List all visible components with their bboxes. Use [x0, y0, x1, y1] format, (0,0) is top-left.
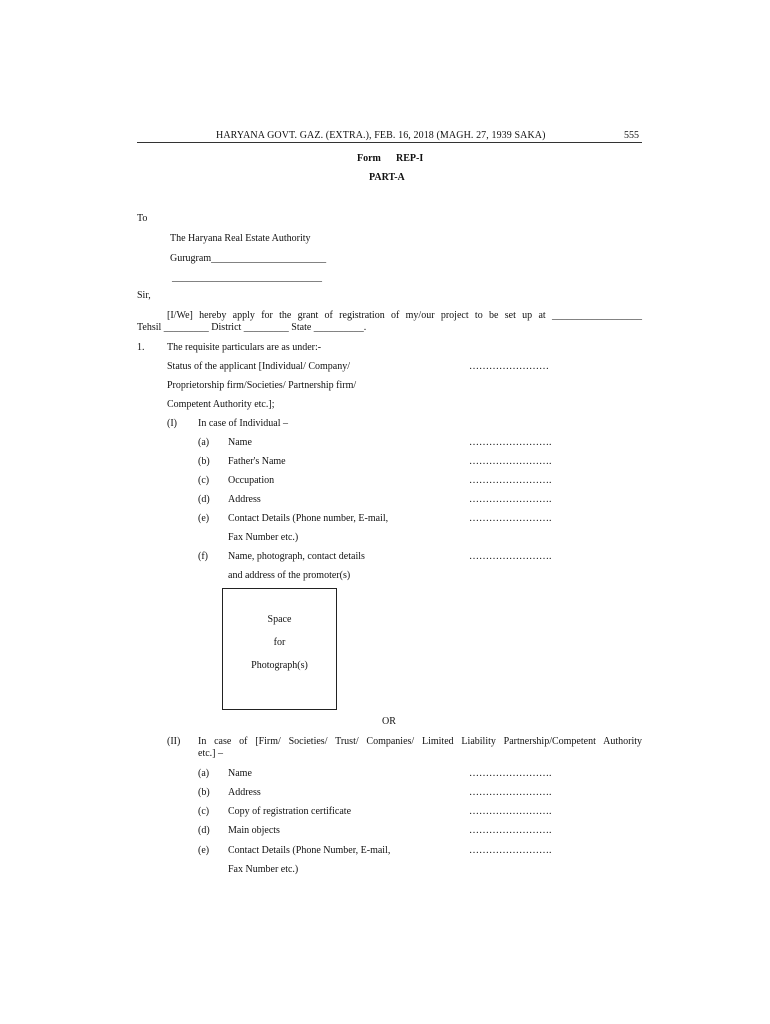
- address-line-2: Gurugram_______________________: [170, 253, 327, 264]
- address-line-1: The Haryana Real Estate Authority: [170, 233, 311, 244]
- firm-item-text: Address: [228, 787, 261, 798]
- status-line-3: Competent Authority etc.];: [167, 399, 275, 410]
- firm-item-dots: …………………….: [469, 825, 552, 836]
- firm-item-text: Name: [228, 768, 252, 779]
- status-dots: ……………………: [469, 361, 549, 372]
- section-intro: The requisite particulars are as under:-: [167, 342, 322, 353]
- individual-item-continuation: and address of the promoter(s): [228, 570, 351, 581]
- individual-item-dots: …………………….: [469, 456, 552, 467]
- address-line-3: ______________________________: [172, 272, 322, 283]
- individual-item-label: (f): [198, 551, 208, 562]
- page-number: 555: [624, 130, 639, 141]
- individual-item-text: Name: [228, 437, 252, 448]
- firm-item-text: Copy of registration certificate: [228, 806, 352, 817]
- firm-item-label: (d): [198, 825, 210, 836]
- individual-item-continuation: Fax Number etc.): [228, 532, 299, 543]
- firm-item-text: Main objects: [228, 825, 280, 836]
- individual-item-label: (d): [198, 494, 210, 505]
- firm-item-label: (a): [198, 768, 210, 779]
- photo-box-line: Photograph(s): [251, 660, 308, 671]
- application-line-1: [I/We] hereby apply for the grant of registration of my/our project to be set up at __________________: [167, 310, 642, 321]
- individual-item-text: Name, photograph, contact details: [228, 551, 365, 562]
- individual-item-text: Father's Name: [228, 456, 286, 467]
- individual-item-dots: …………………….: [469, 475, 552, 486]
- firm-item-dots: …………………….: [469, 845, 552, 856]
- firm-item-text: Contact Details (Phone Number, E-mail,: [228, 845, 391, 856]
- individual-item-label: (c): [198, 475, 210, 486]
- running-header: HARYANA GOVT. GAZ. (EXTRA.), FEB. 16, 2018 (MAGH. 27, 1939 SAKA): [216, 130, 546, 141]
- individual-item-label: (e): [198, 513, 210, 524]
- header-rule: [137, 142, 642, 143]
- status-line-1: Status of the applicant [Individual/ Company/: [167, 361, 351, 372]
- status-line-2: Proprietorship firm/Societies/ Partnership firm/: [167, 380, 357, 391]
- individual-item-text: Occupation: [228, 475, 275, 486]
- individual-roman: (I): [167, 418, 177, 429]
- individual-item-dots: …………………….: [469, 494, 552, 505]
- photo-box-line: for: [273, 637, 286, 648]
- photograph-box: [222, 588, 337, 710]
- individual-heading: In case of Individual –: [198, 418, 288, 429]
- firm-heading-line-1: In case of [Firm/ Societies/ Trust/ Companies/ Limited Liability Partnership/Competent Authority: [198, 736, 642, 747]
- firm-roman: (II): [167, 736, 181, 747]
- photo-box-line: Space: [267, 614, 292, 625]
- part-title: PART-A: [369, 172, 405, 183]
- application-line-2: Tehsil _________ District _________ State __________.: [137, 322, 367, 333]
- individual-item-label: (b): [198, 456, 210, 467]
- firm-item-label: (e): [198, 845, 210, 856]
- form-code: REP-I: [396, 153, 424, 164]
- salutation: Sir,: [137, 290, 151, 301]
- individual-item-dots: …………………….: [469, 551, 552, 562]
- or-separator: OR: [382, 716, 396, 727]
- firm-heading-line-2: etc.] –: [198, 748, 223, 759]
- firm-item-dots: …………………….: [469, 768, 552, 779]
- form-label: Form: [357, 153, 381, 164]
- firm-item-label: (c): [198, 806, 210, 817]
- individual-item-dots: …………………….: [469, 513, 552, 524]
- individual-item-dots: …………………….: [469, 437, 552, 448]
- individual-item-text: Contact Details (Phone number, E-mail,: [228, 513, 389, 524]
- firm-item-label: (b): [198, 787, 210, 798]
- address-to: To: [137, 213, 148, 224]
- individual-item-label: (a): [198, 437, 210, 448]
- individual-item-text: Address: [228, 494, 261, 505]
- firm-item-dots: …………………….: [469, 787, 552, 798]
- section-number: 1.: [137, 342, 145, 353]
- firm-item-dots: …………………….: [469, 806, 552, 817]
- firm-item-continuation: Fax Number etc.): [228, 864, 299, 875]
